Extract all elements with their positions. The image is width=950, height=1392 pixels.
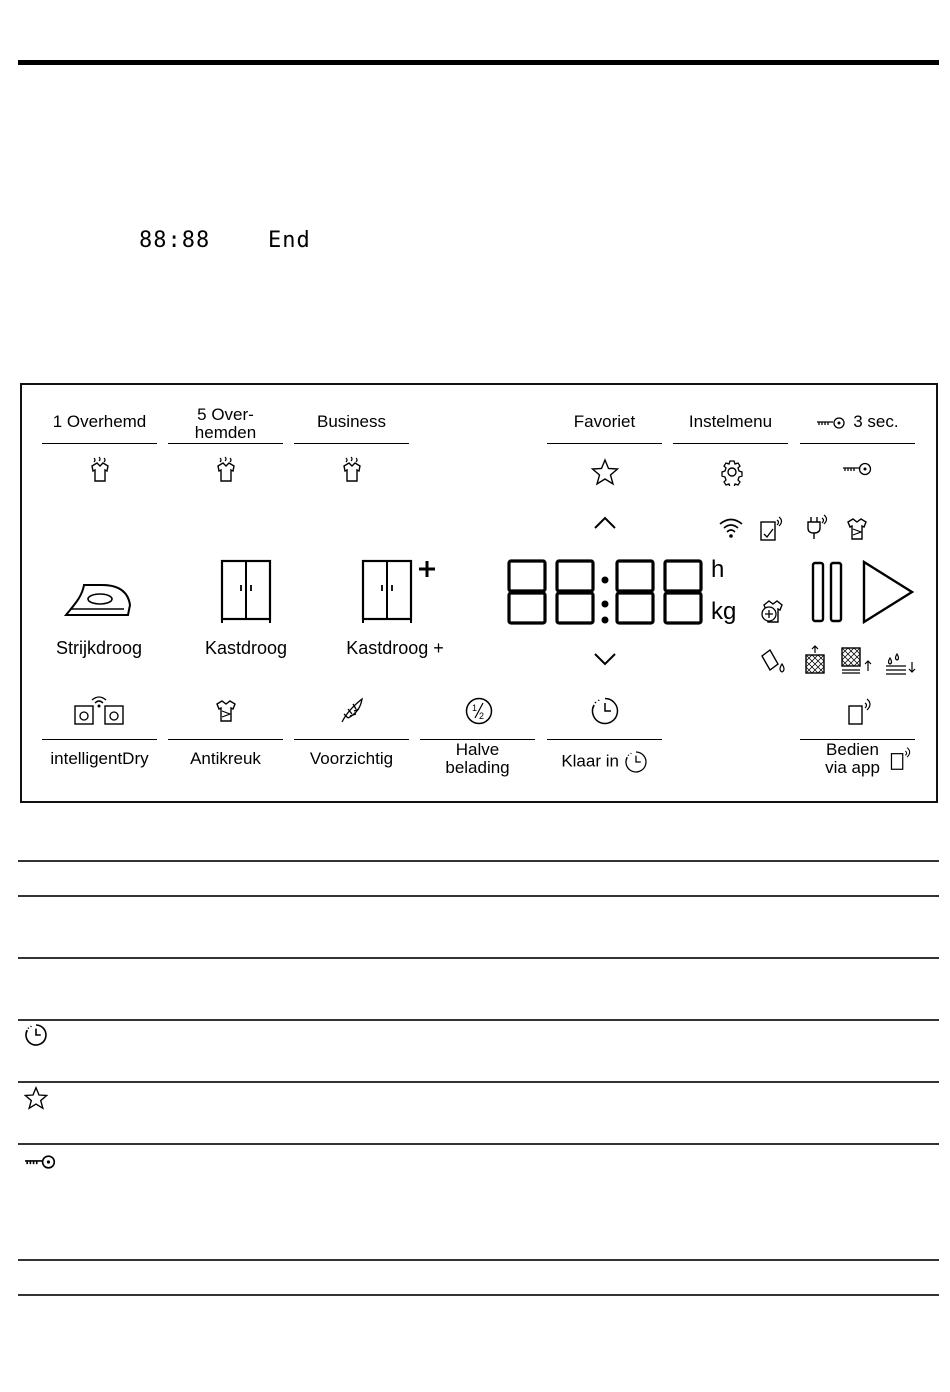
- table-rule: [18, 1019, 939, 1021]
- one-shirt-button[interactable]: 1 Overhemd: [52, 412, 147, 431]
- anti-crease-shirt-icon: [212, 696, 240, 724]
- anti-crease-button[interactable]: Antikreuk: [190, 749, 261, 768]
- hours-unit: h: [711, 556, 725, 583]
- plug-remote-icon: [805, 514, 831, 542]
- key-icon: [842, 462, 874, 476]
- delicate-button[interactable]: Voorzichtig: [309, 749, 394, 768]
- divider: [294, 443, 409, 444]
- divider: [42, 443, 157, 444]
- clean-heat-exchanger-icon: [840, 645, 874, 675]
- shirt-steam-icon: [212, 456, 240, 484]
- time-display-example: 88:88: [139, 228, 211, 253]
- divider: [547, 739, 662, 740]
- business-button[interactable]: Business: [317, 412, 386, 431]
- table-rule: [18, 860, 939, 862]
- shirt-steam-icon: [338, 456, 366, 484]
- end-display-example: End: [268, 228, 311, 253]
- divider: [294, 739, 409, 740]
- kg-unit: kg: [711, 598, 737, 625]
- clock-icon: [590, 696, 620, 726]
- remote-monitoring-icon: [758, 514, 786, 542]
- settings-menu-button[interactable]: Instelmenu: [688, 412, 773, 431]
- program-cupboard-dry[interactable]: Kastdroog: [204, 638, 288, 658]
- shirt-steam-icon: [86, 456, 114, 484]
- divider: [673, 443, 788, 444]
- half-load-icon: [464, 696, 494, 726]
- clock-icon: [624, 750, 648, 774]
- key-icon: [816, 417, 848, 429]
- table-rule: [18, 895, 939, 897]
- half-load-button[interactable]: Halve belading: [445, 740, 510, 777]
- remote-start-icon: [888, 744, 914, 772]
- steam-water-icon: [884, 648, 918, 676]
- anti-crease-shirt-icon: [843, 514, 871, 542]
- iron-icon: [62, 577, 134, 621]
- ready-in-button[interactable]: Klaar in: [547, 750, 662, 774]
- key-icon: [24, 1154, 58, 1175]
- five-shirts-button[interactable]: 5 Over- hemden: [194, 405, 257, 442]
- remote-start-icon: [845, 696, 875, 726]
- table-rule: [18, 1143, 939, 1145]
- feather-icon: [338, 696, 366, 724]
- divider: [800, 443, 915, 444]
- table-rule: [18, 1259, 939, 1261]
- start-icon[interactable]: [860, 558, 916, 626]
- remote-start-button[interactable]: Bedien via app: [825, 740, 880, 777]
- gear-icon: [718, 458, 746, 486]
- wifi-icon: [718, 516, 744, 540]
- divider: [547, 443, 662, 444]
- wardrobe-icon: [219, 558, 273, 624]
- header-rule: [18, 60, 939, 65]
- chevron-down-icon[interactable]: [593, 652, 617, 668]
- intelligent-dry-button[interactable]: intelligentDry: [50, 749, 149, 768]
- favourite-button[interactable]: Favoriet: [573, 412, 636, 431]
- wardrobe-plus-icon: [360, 558, 442, 624]
- svg-text:1: 1: [472, 703, 478, 713]
- chevron-up-icon[interactable]: [593, 514, 617, 530]
- star-icon: [24, 1086, 48, 1115]
- star-icon: [591, 458, 619, 486]
- table-rule: [18, 957, 939, 959]
- table-rule: [18, 1294, 939, 1296]
- shirt-plus-icon: [759, 596, 787, 626]
- empty-water-tank-icon: [758, 648, 788, 676]
- program-ironing-dry[interactable]: Strijkdroog: [55, 638, 143, 658]
- program-cupboard-dry-plus[interactable]: Kastdroog +: [346, 638, 444, 658]
- clean-fluff-filter-icon: [802, 645, 828, 675]
- divider: [168, 443, 283, 444]
- table-rule: [18, 1081, 939, 1083]
- svg-text:2: 2: [479, 711, 485, 721]
- divider: [168, 739, 283, 740]
- washer-dryer-wifi-icon: [73, 694, 125, 726]
- pause-icon[interactable]: [810, 560, 846, 624]
- child-lock-button[interactable]: 3 sec.: [800, 413, 915, 431]
- clock-icon: [24, 1023, 48, 1052]
- seven-segment-display: [505, 558, 705, 628]
- divider: [42, 739, 157, 740]
